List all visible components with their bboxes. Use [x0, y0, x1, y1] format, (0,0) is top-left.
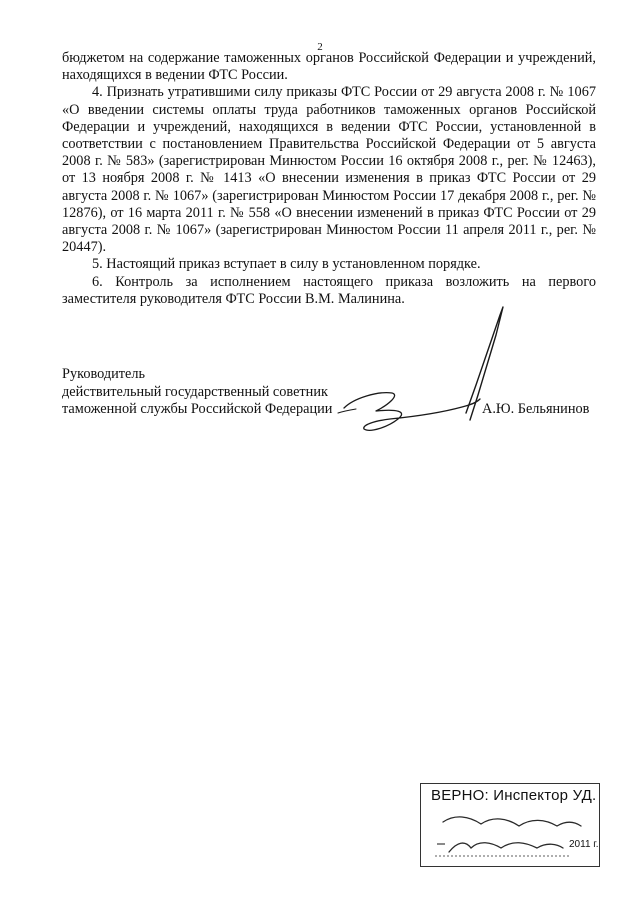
paragraph-item-4: 4. Признать утратившими силу приказы ФТС России от 29 августа 2008 г. № 1067 «О введении системы оплаты труда работников таможенных органов Российской Федерации и учреждений, находящихся в ведении ФТС России, установленной в соответствии с постановлением Правительства Российской Федерации от 5 августа 2008 г. № 583» (зарегистрирован Минюстом России 16 октября 2008 г., рег. № 12463), от 13 ноября 2008 г. № 1413 «О внесении изменения в приказ ФТС России от 29 августа 2008 г. № 1067» (зарегистрирован Минюстом России 17 декабря 2008 г., рег. № 12876), от 16 марта 2011 г. № 558 «О внесении изменений в приказ ФТС России от 29 августа 2008 г. № 1067» (зарегистрирован Минюстом России 11 апреля 2011 г., рег. № 20447).	[62, 84, 596, 256]
stamp-title: ВЕРНО: Инспектор УД.	[431, 787, 597, 804]
handwritten-signature	[330, 295, 530, 455]
signatory-title-line-1: Руководитель	[62, 366, 146, 382]
document-body	[62, 50, 596, 308]
stamp-handwriting	[421, 784, 601, 868]
certification-stamp	[420, 783, 600, 867]
paragraph-continuation: бюджетом на содержание таможенных органов Российской Федерации и учреждений, находящихся в ведении ФТС России.	[62, 50, 596, 84]
signatory-title	[62, 366, 332, 419]
signatory-name: А.Ю. Бельянинов	[482, 401, 590, 417]
paragraph-item-6: 6. Контроль за исполнением настоящего приказа возложить на первого заместителя руководителя ФТС России В.М. Малинина.	[62, 273, 596, 307]
paragraph-item-5: 5. Настоящий приказ вступает в силу в установленном порядке.	[92, 256, 481, 273]
signatory-title-line-3: таможенной службы Российской Федерации	[62, 401, 333, 417]
page-number: 2	[317, 41, 323, 53]
stamp-date-suffix: 2011 г.	[569, 839, 599, 850]
signatory-title-line-2: действительный государственный советник	[62, 383, 328, 400]
